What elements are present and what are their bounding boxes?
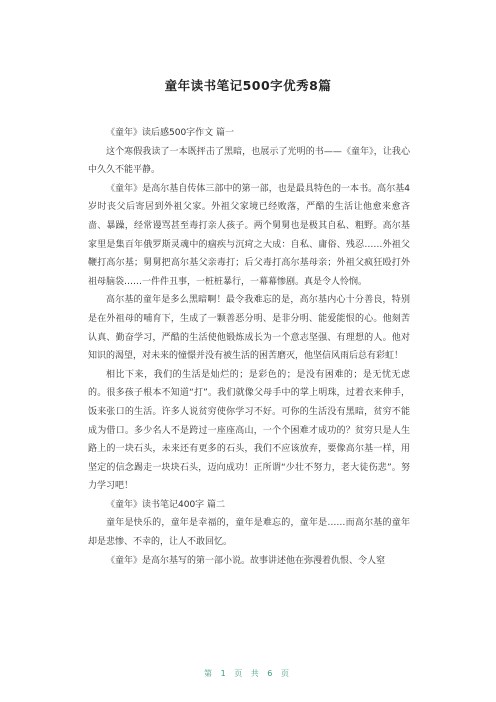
section-heading: 《童年》读后感500字作文 篇一: [106, 128, 235, 138]
section-heading: 《童年》读书笔记400字 篇二: [106, 499, 226, 510]
body-paragraph: 童年是快乐的，童年是幸福的，童年是难忘的，童年是……而高尔基的童年却是悲惨、不幸的，让人不敢回忆。: [88, 518, 410, 548]
body-paragraph: 《童年》是高尔基写的第一部小说。故事讲述他在弥漫着仇恨、令人窒: [106, 555, 386, 566]
body-paragraph: 这个寒假我读了一本既抨击了黑暗，也展示了光明的书——《童年》，让我心中久久不能平静。: [88, 146, 410, 176]
body-paragraph: 相比下来，我们的生活是灿烂的；是彩色的；是没有困难的；是无忧无虑的。很多孩子根本不知道“打”。我们就像父母手中的掌上明珠，过着衣来伸手，饭来张口的生活。许多人说贫穷使你学习不好。可你的生活没有黑暗，贫穷不能成为借口。多少名人不是跨过一座座高山，一个个困难才成功的？贫穷只是人生路上的一块石头，未来还有更多的石头，我们不应该放弃，要像高尔基一样，用坚定的信念踢走一块块石头，迈向成功！正所谓“少壮不努力，老大徒伤悲”。努力学习吧！: [88, 369, 410, 492]
body-paragraph: 《童年》是高尔基自传体三部中的第一部，也是最具特色的一本书。高尔基4岁时丧父后寄居到外祖父家。外祖父家境已经败落，严酷的生活让他愈来愈吝啬、暴躁，经常谩骂甚至毒打亲人孩子。两个舅舅也是极其自私、粗野。高尔基家里是集百年俄罗斯灵魂中的痼疾与沉疴之大成：自私、庸俗、残忍……外祖父鞭打高尔基；舅舅把高尔基父亲毒打；后父毒打高尔基母亲；外祖父疯狂殴打外祖母脑袋……一件件丑事，一桩桩暴行，一幕幕惨剧。真是令人怜悯。: [88, 183, 410, 287]
page-footer: 第 1 页 共 6 页: [204, 669, 292, 678]
document-body: [88, 124, 410, 570]
body-paragraph: 高尔基的童年是多么黑暗啊！最令我难忘的是，高尔基内心十分善良，特别是在外祖母的哺育下，生成了一颗善恶分明、是非分明、能爱能恨的心。他刻苦认真、勤奋学习，严酷的生活使他锻炼成长为一个意志坚强、有理想的人。他对知识的渴望，对未来的憧憬并没有被生活的困苦磨灭，他坚信风雨后总有彩虹！: [88, 295, 410, 362]
document-title: 童年读书笔记500字优秀8篇: [164, 78, 332, 93]
